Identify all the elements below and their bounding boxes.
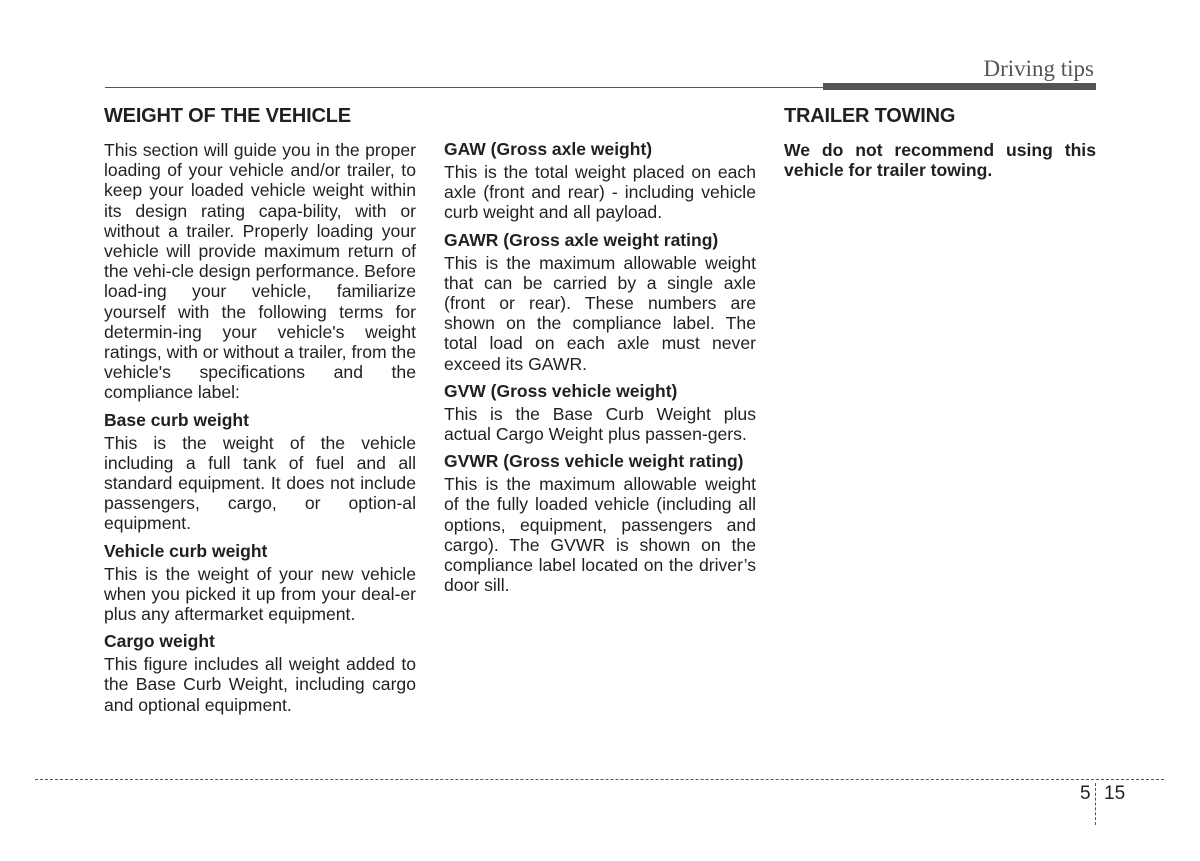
chapter-number: 5 (1080, 783, 1091, 804)
gvwr-text: This is the maximum allowable weight of the fully loaded vehicle (including all options, equipment, passengers and cargo). The GVWR is shown on the compliance label located on the driver’s door sill. (444, 474, 756, 596)
trailer-towing-title: TRAILER TOWING (784, 105, 956, 127)
middle-column (444, 138, 756, 595)
gawr-text: This is the maximum allowable weight that can be carried by a single axle (front or rear). These numbers are shown on the compliance label. The total load on each axle must never exceed its GAWR. (444, 252, 756, 374)
gvwr-heading: GVWR (Gross vehicle weight rating) (444, 451, 744, 472)
weight-intro-text: This section will guide you in the proper loading of your vehicle and/or trailer, to keep your loaded vehicle weight within its design rating capa-bility, with or without a trailer. Properly loading your vehicle will provide maximum return of the vehi-cle design performance. Before load-ing your vehicle, familiarize yourself with the following terms for determin-ing your vehicle's weight ratings, with or without a trailer, from the vehicle's specifications and the compliance label: (104, 140, 416, 403)
page-number-value: 15 (1104, 783, 1126, 804)
gvw-text: This is the Base Curb Weight plus actual Cargo Weight plus passen-gers. (444, 403, 756, 445)
left-column (104, 105, 416, 715)
cargo-text: This figure includes all weight added to the Base Curb Weight, including cargo and optional equipment. (104, 654, 416, 715)
vehicle-curb-heading: Vehicle curb weight (104, 540, 268, 561)
cargo-heading: Cargo weight (104, 631, 215, 652)
trailer-warning-text: We do not recommend using this vehicle for trailer towing. (784, 140, 1096, 181)
gawr-heading: GAWR (Gross axle weight rating) (444, 229, 719, 250)
vehicle-curb-text: This is the weight of your new vehicle when you picked it up from your deal-er plus any aftermarket equipment. (104, 563, 416, 625)
weight-section-title: WEIGHT OF THE VEHICLE (104, 105, 351, 127)
header-rule-bar (823, 83, 1096, 90)
base-curb-text: This is the weight of the vehicle including a full tank of fuel and all standard equipment. It does not include passengers, cargo, or option-al equipment. (104, 432, 416, 534)
right-column (784, 105, 1096, 180)
base-curb-heading: Base curb weight (104, 409, 249, 430)
gaw-heading: GAW (Gross axle weight) (444, 139, 653, 159)
page-number-divider (1095, 783, 1096, 825)
section-label: Driving tips (983, 56, 1094, 81)
header-rule (105, 87, 823, 88)
gaw-text: This is the total weight placed on each axle (front and rear) - including vehicle curb weight and all payload. (444, 162, 756, 223)
gvw-heading: GVW (Gross vehicle weight) (444, 380, 678, 401)
footer-rule (35, 779, 1164, 780)
